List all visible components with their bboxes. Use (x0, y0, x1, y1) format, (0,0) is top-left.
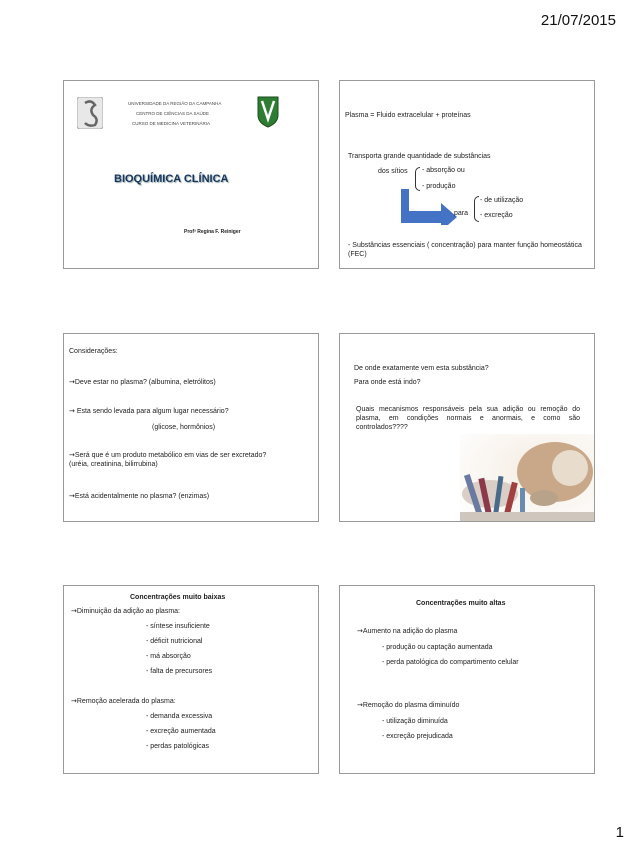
arrow-icon: → (71, 607, 77, 615)
consideration-item-3: →Será que é um produto metabólico em vias de ser excretado? (uréia, creatinina, bilirrubina) (69, 451, 267, 468)
page-number: 1 (615, 824, 624, 841)
low-group-1-item: - déficit nutricional (146, 638, 203, 645)
high-group-2: →Remoção do plasma diminuído (357, 701, 460, 709)
slide-6 (339, 585, 595, 774)
high-group-2-item: - utilização diminuída (382, 718, 448, 725)
high-group-1-item: - produção ou captação aumentada (382, 644, 493, 651)
question-1: De onde exatamente vem esta substância? (354, 365, 489, 372)
low-group-1-item: - má absorção (146, 653, 191, 660)
consideration-item-2: → Esta sendo levada para algum lugar necessário? (69, 407, 229, 415)
low-group-2-item: - excreção aumentada (146, 728, 216, 735)
veterinary-shield-icon (256, 95, 280, 129)
lab-photo (460, 434, 595, 522)
slide-2 (339, 80, 595, 269)
plasma-heading: Plasma = Fluido extracelular + proteínas (345, 112, 471, 119)
low-group-1: →Diminuição da adição ao plasma: (71, 607, 180, 615)
bent-arrow-icon (397, 189, 459, 225)
substances-text: - Substâncias essenciais ( concentração) para manter função homeostática (FEC) (348, 242, 582, 258)
production-label: - produção (422, 183, 456, 190)
brace-sites (415, 167, 420, 191)
center-name: CENTRO DE CIÊNCIAS DA SAÚDE (136, 111, 210, 116)
consideration-item-4: →Está acidentalmente no plasma? (enzimas) (69, 492, 210, 500)
low-group-2-item: - perdas patológicas (146, 743, 210, 750)
university-name: UNIVERSIDADE DA REGIÃO DA CAMPANHA (128, 101, 222, 106)
slide-1 (63, 80, 319, 269)
high-concentrations-title: Concentrações muito altas (416, 600, 506, 607)
print-date: 21/07/2015 (540, 12, 616, 29)
excretion-label: - excreção (480, 212, 513, 219)
low-group-1-item: - síntese insuficiente (146, 623, 210, 630)
question-3: Quais mecanismos responsáveis pela sua adição ou remoção do plasma, em condições normais e anormais, e como são controlados???? (356, 406, 580, 431)
consideration-item-1: →Deve estar no plasma? (albumina, eletrólitos) (69, 378, 216, 386)
brace-destinations (474, 196, 479, 222)
course-name: CURSO DE MEDICINA VETERINÁRIA (132, 121, 211, 126)
high-group-1: →Aumento na adição do plasma (357, 627, 458, 635)
from-sites-label: dos sítios (378, 168, 408, 175)
question-2: Para onde está indo? (354, 379, 421, 386)
arrow-icon: → (357, 627, 363, 635)
arrow-icon: → (69, 378, 75, 386)
high-group-2-item: - excreção prejudicada (382, 733, 453, 740)
author-name: Profª Regina F. Reiniger (184, 229, 241, 235)
university-logo-icon (77, 97, 103, 129)
slide-4 (339, 333, 595, 522)
slide-3 (63, 333, 319, 522)
transport-text: Transporta grande quantidade de substâncias (348, 153, 491, 160)
absorption-label: - absorção ou (422, 167, 465, 174)
low-group-2-item: - demanda excessiva (146, 713, 213, 720)
low-group-2: →Remoção acelerada do plasma: (71, 697, 176, 705)
utilization-label: - de utilização (480, 197, 524, 204)
consideration-item-2-sub: (glicose, hormônios) (152, 424, 216, 431)
arrow-icon: → (69, 407, 75, 415)
slide-title: BIOQUÍMICA CLÍNICA (114, 173, 229, 185)
arrow-icon: → (71, 697, 77, 705)
arrow-icon: → (357, 701, 363, 709)
low-group-1-item: - falta de precursores (146, 668, 213, 675)
considerations-title: Considerações: (69, 348, 118, 355)
slide-5 (63, 585, 319, 774)
to-label: para (454, 210, 469, 217)
low-concentrations-title: Concentrações muito baixas (130, 594, 226, 601)
arrow-icon: → (69, 492, 75, 500)
high-group-1-item: - perda patológica do compartimento celular (382, 659, 519, 666)
arrow-icon: → (69, 451, 75, 459)
